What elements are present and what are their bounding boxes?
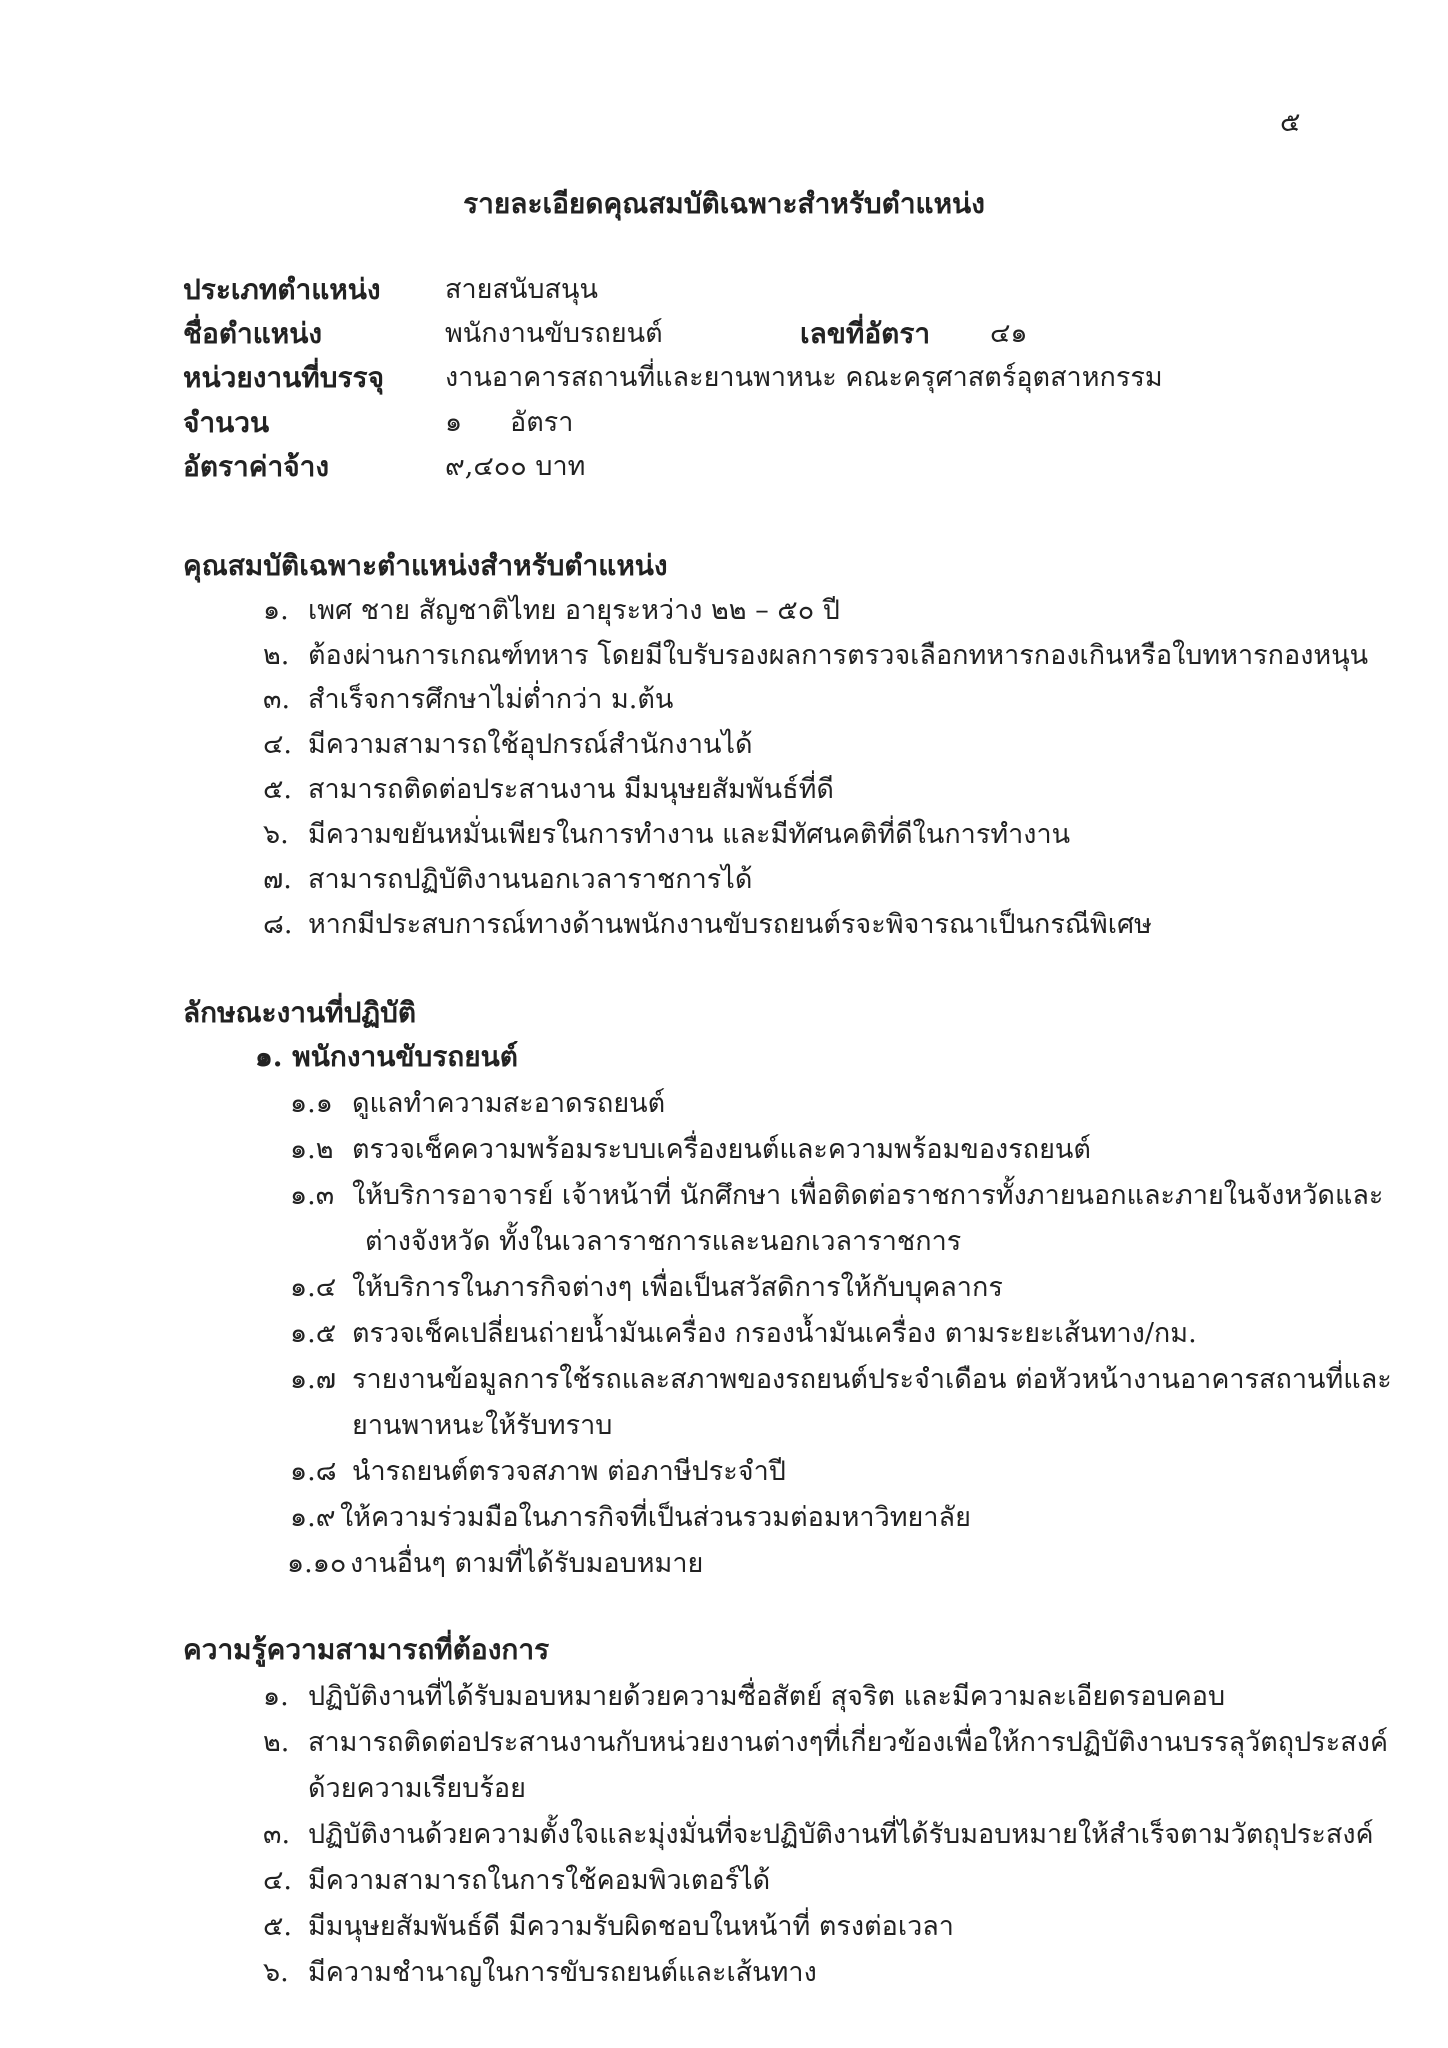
list-item-number: ๑.๘	[290, 1456, 337, 1487]
position-name-label: ชื่อตำแหน่ง	[183, 317, 323, 350]
list-item-number: ๗.	[263, 864, 292, 895]
count-unit: อัตรา	[510, 407, 574, 438]
list-item: ให้บริการอาจารย์ เจ้าหน้าที่ นักศึกษา เพื่อติดต่อราชการทั้งภายนอกและภายในจังหวัดและ	[352, 1180, 1384, 1211]
list-item-number: ๑.๑	[290, 1088, 333, 1119]
list-item: ต้องผ่านการเกณฑ์ทหาร โดยมีใบรับรองผลการตรวจเลือกทหารกองเกินหรือใบทหารกองหนุน	[308, 640, 1369, 671]
wage-label: อัตราค่าจ้าง	[183, 450, 330, 483]
list-item-number: ๑.	[263, 1681, 289, 1712]
list-item-number: ๑.๙	[290, 1502, 336, 1533]
list-item-continuation: ยานพาหนะให้รับทราบ	[352, 1410, 613, 1441]
list-item: ตรวจเช็คเปลี่ยนถ่ายน้ำมันเครื่อง กรองน้ำมันเครื่อง ตามระยะเส้นทาง/กม.	[352, 1318, 1197, 1349]
list-item-number: ๕.	[263, 1911, 293, 1942]
list-item: นำรถยนต์ตรวจสภาพ ต่อภาษีประจำปี	[352, 1456, 786, 1487]
rate-number-value: ๔๑	[990, 318, 1028, 349]
list-item-number: ๘.	[263, 909, 293, 940]
position-type-value: สายสนับสนุน	[445, 274, 598, 305]
duties-heading: ลักษณะงานที่ปฏิบัติ	[183, 996, 417, 1029]
skills-heading: ความรู้ความสามารถที่ต้องการ	[183, 1633, 550, 1666]
list-item-number: ๑.๕	[290, 1318, 337, 1349]
list-item-number: ๒.	[263, 1727, 290, 1758]
list-item-number: ๓.	[263, 1819, 291, 1850]
page-title: รายละเอียดคุณสมบัติเฉพาะสำหรับตำแหน่ง	[463, 187, 985, 220]
list-item-number: ๓.	[263, 684, 291, 715]
list-item-continuation: ต่างจังหวัด ทั้งในเวลาราชการและนอกเวลาราชการ	[365, 1226, 962, 1257]
list-item: มีมนุษยสัมพันธ์ดี มีความรับผิดชอบในหน้าที่ ตรงต่อเวลา	[308, 1911, 954, 1942]
qualifications-heading: คุณสมบัติเฉพาะตำแหน่งสำหรับตำแหน่ง	[183, 549, 668, 582]
wage-value: ๙,๔๐๐ บาท	[445, 451, 586, 482]
unit-value: งานอาคารสถานที่และยานพาหนะ คณะครุศาสตร์อุตสาหกรรม	[445, 362, 1163, 393]
list-item-number: ๔.	[263, 729, 293, 760]
list-item-number: ๑.	[263, 595, 289, 626]
list-item-number: ๑.๑๐	[287, 1548, 347, 1579]
count-value: ๑	[445, 407, 463, 438]
page-number: ๕	[1280, 107, 1301, 138]
list-item-number: ๑.๓	[290, 1180, 335, 1211]
list-item-number: ๖.	[263, 819, 289, 850]
list-item: งานอื่นๆ ตามที่ได้รับมอบหมาย	[350, 1548, 704, 1579]
list-item-number: ๒.	[263, 640, 290, 671]
position-name-value: พนักงานขับรถยนต์	[445, 318, 663, 349]
list-item: รายงานข้อมูลการใช้รถและสภาพของรถยนต์ประจำเดือน ต่อหัวหน้างานอาคารสถานที่และ	[352, 1364, 1392, 1395]
list-item: ให้บริการในภารกิจต่างๆ เพื่อเป็นสวัสดิการให้กับบุคลากร	[352, 1272, 1003, 1303]
list-item-continuation: ด้วยความเรียบร้อย	[308, 1773, 526, 1804]
list-item-number: ๖.	[263, 1957, 289, 1988]
list-item: มีความชำนาญในการขับรถยนต์และเส้นทาง	[308, 1957, 817, 1988]
list-item: สำเร็จการศึกษาไม่ต่ำกว่า ม.ต้น	[308, 684, 674, 715]
list-item: สามารถปฏิบัติงานนอกเวลาราชการได้	[308, 864, 753, 895]
list-item: ตรวจเช็คความพร้อมระบบเครื่องยนต์และความพร้อมของรถยนต์	[352, 1134, 1091, 1165]
list-item: ปฏิบัติงานด้วยความตั้งใจและมุ่งมั่นที่จะปฏิบัติงานที่ได้รับมอบหมายให้สำเร็จตามวัตถุประสงค์	[308, 1819, 1374, 1850]
list-item-number: ๕.	[263, 774, 293, 805]
list-item: หากมีประสบการณ์ทางด้านพนักงานขับรถยนต์รจะพิจารณาเป็นกรณีพิเศษ	[308, 909, 1152, 940]
rate-number-label: เลขที่อัตรา	[800, 317, 931, 350]
list-item: มีความขยันหมั่นเพียรในการทำงาน และมีทัศนคติที่ดีในการทำงาน	[308, 819, 1071, 850]
list-item: สามารถติดต่อประสานงาน มีมนุษยสัมพันธ์ที่ดี	[308, 774, 834, 805]
list-item-number: ๑.๒	[290, 1134, 334, 1165]
list-item-number: ๑.๗	[290, 1364, 337, 1395]
unit-label: หน่วยงานที่บรรจุ	[183, 361, 384, 394]
list-item: เพศ ชาย สัญชาติไทย อายุระหว่าง ๒๒ – ๕๐ ปี	[308, 595, 840, 626]
list-item: มีความสามารถในการใช้คอมพิวเตอร์ได้	[308, 1865, 771, 1896]
list-item: มีความสามารถใช้อุปกรณ์สำนักงานได้	[308, 729, 753, 760]
list-item: ให้ความร่วมมือในภารกิจที่เป็นส่วนรวมต่อมหาวิทยาลัย	[340, 1502, 971, 1533]
list-item-number: ๑.๔	[290, 1272, 337, 1303]
list-item-number: ๔.	[263, 1865, 293, 1896]
duties-sub-heading: ๑. พนักงานขับรถยนต์	[255, 1040, 518, 1073]
list-item: ปฏิบัติงานที่ได้รับมอบหมายด้วยความซื่อสัตย์ สุจริต และมีความละเอียดรอบคอบ	[308, 1681, 1226, 1712]
count-label: จำนวน	[183, 406, 270, 439]
position-type-label: ประเภทตำแหน่ง	[183, 273, 381, 306]
list-item: ดูแลทำความสะอาดรถยนต์	[352, 1088, 666, 1119]
list-item: สามารถติดต่อประสานงานกับหน่วยงานต่างๆที่เกี่ยวข้องเพื่อให้การปฏิบัติงานบรรลุวัตถุประสงค์	[308, 1727, 1388, 1758]
